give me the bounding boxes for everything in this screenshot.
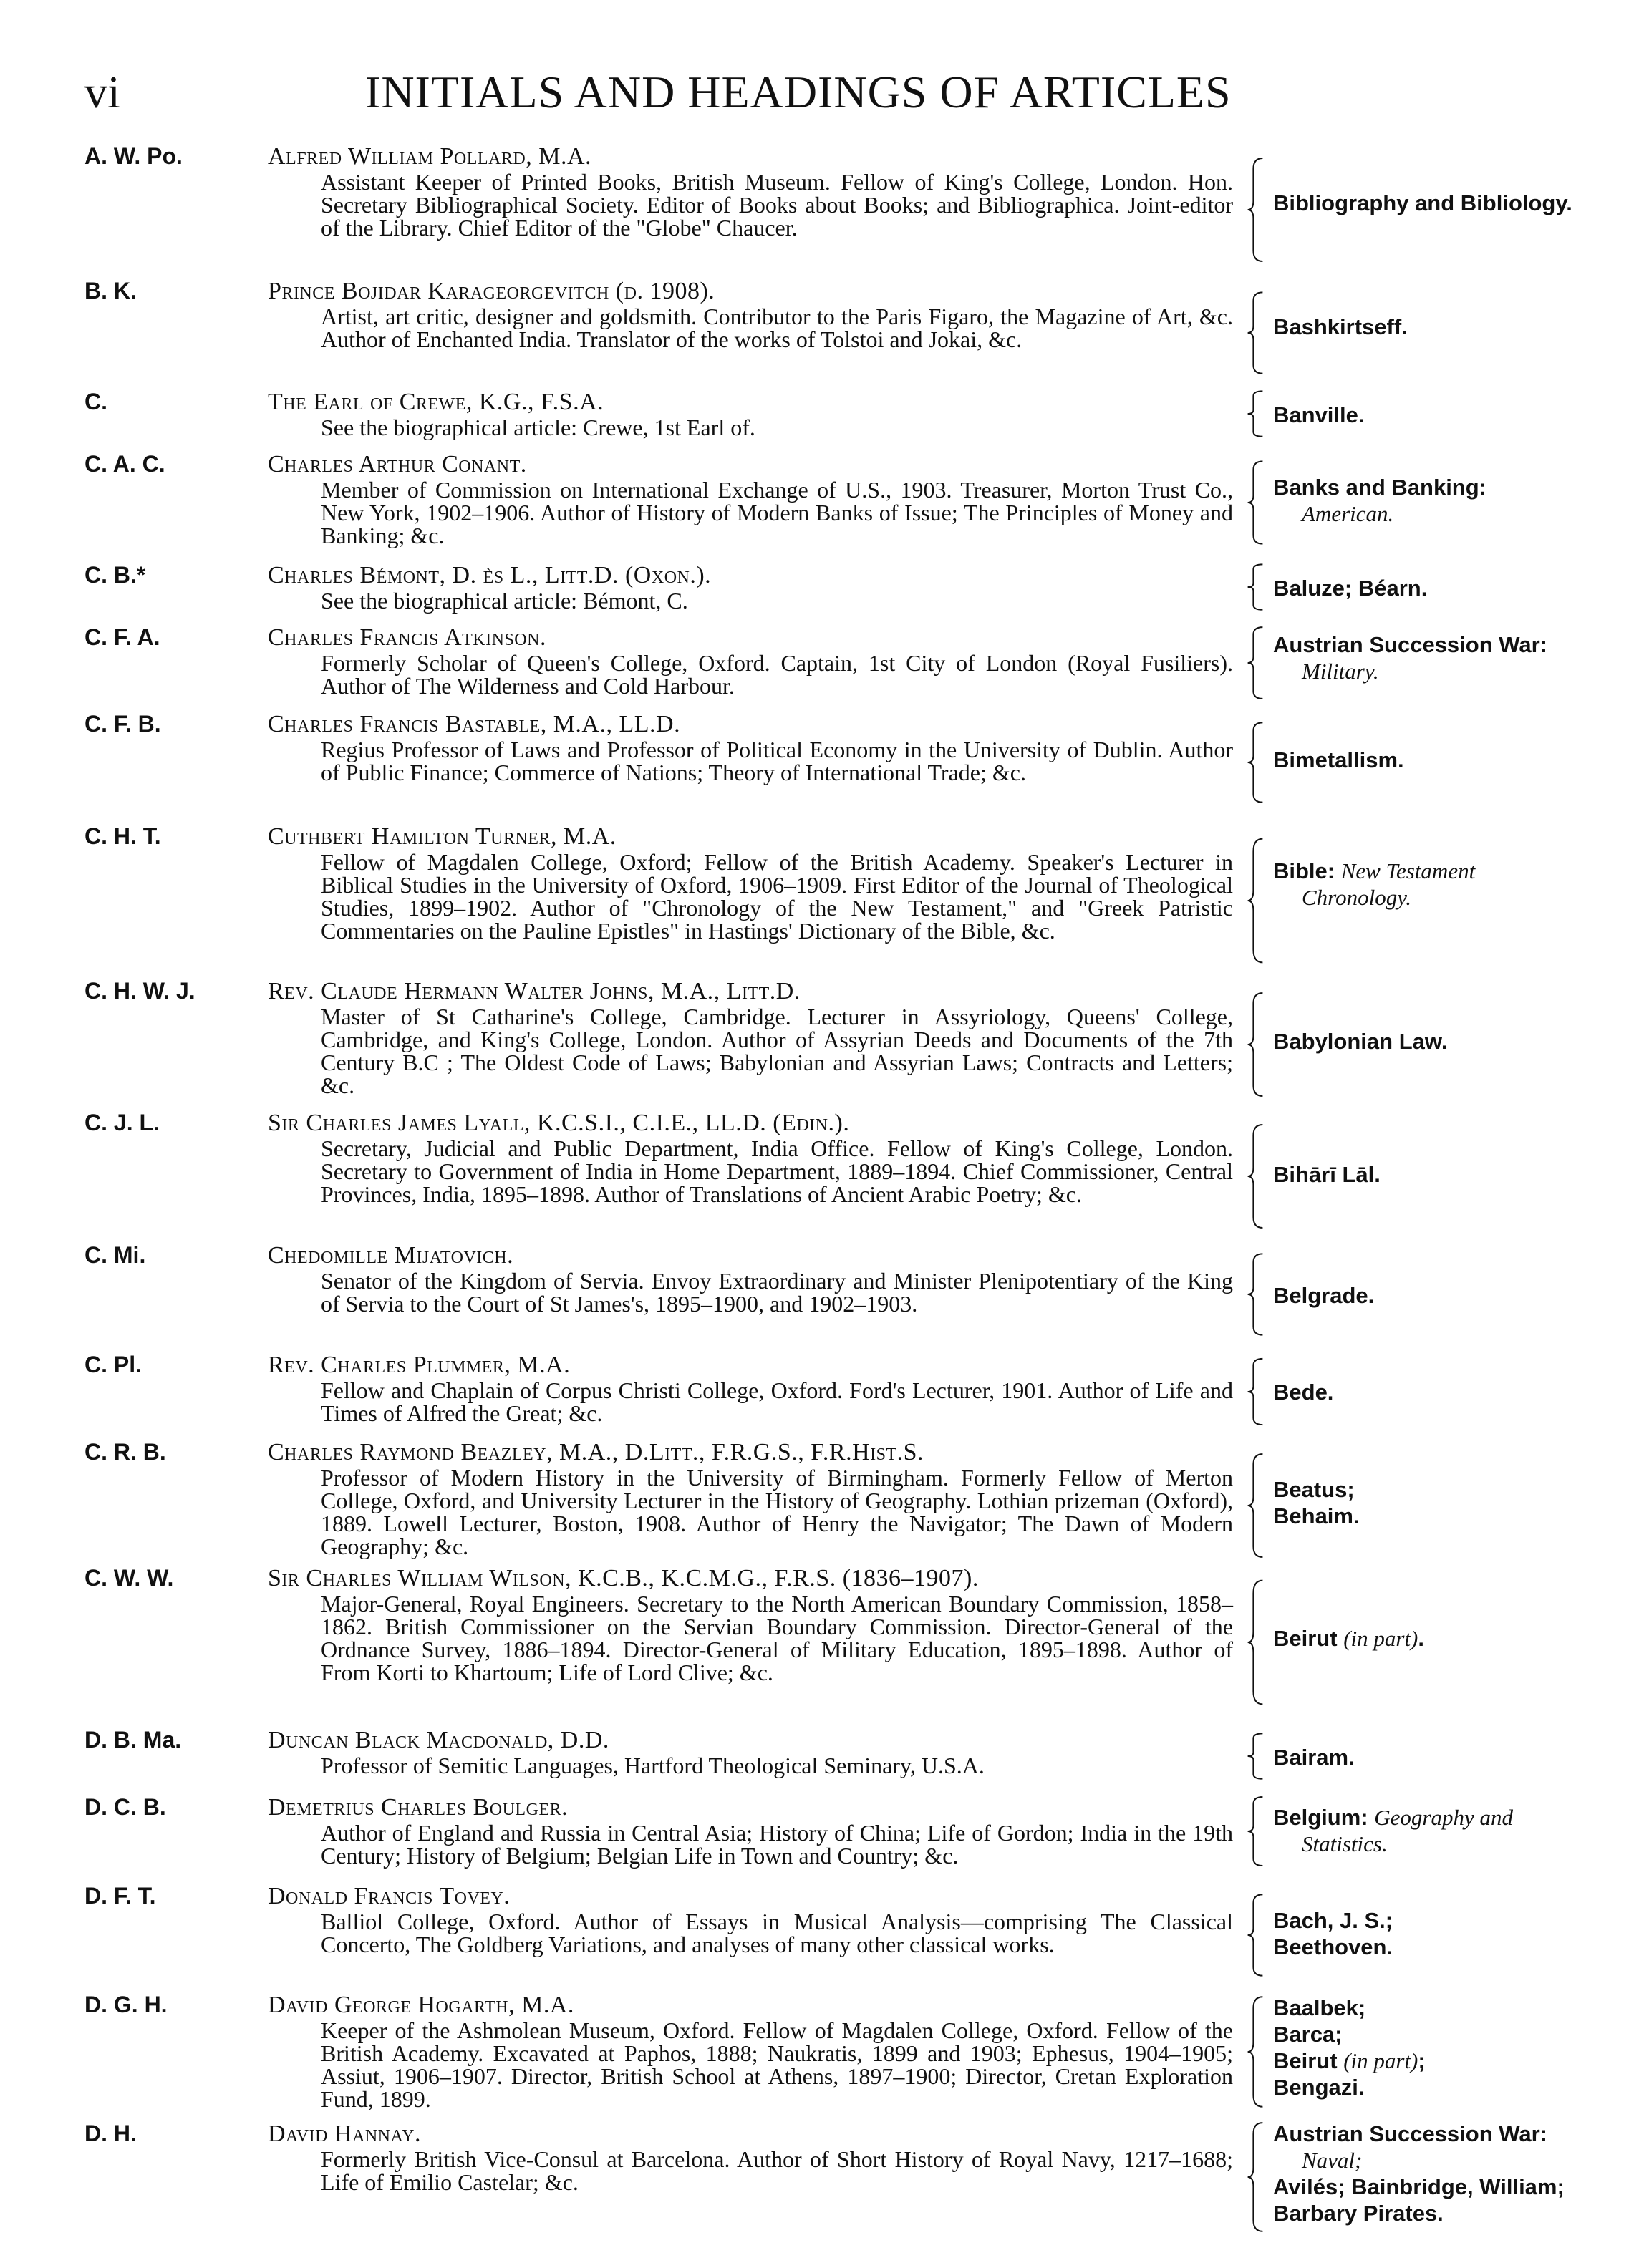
contributor-description: Senator of the Kingdom of Servia. Envoy Extraordinary and Minister Plenipotentiary of the King of Servia to the Court of St James's, 1895–1900, and 1902–1903. (321, 1268, 1233, 1317)
contributor-entry (0, 143, 1639, 265)
heading-line: Austrian Succession War: (1273, 2121, 1548, 2146)
contributor-entry (0, 1794, 1639, 1873)
contributor-description: Major-General, Royal Engineers. Secretary to the North American Boundary Commission, 1858–1862. British Commissioner on the Servian Boundary Commission. Director-General of the Ordnance Survey, 1886–1894. Director-General of Military Education, 1895–1898. Author of From Korti to Khartoum; Life of Lord Clive; &c. (321, 1591, 1233, 1685)
heading-line: Naval; (1302, 2148, 1363, 2173)
contributor-description: Balliol College, Oxford. Author of Essays in Musical Analysis—comprising The Classical Concerto, The Goldberg Variations, and analyses of many other classical works. (321, 1909, 1233, 1957)
brace-icon (1246, 1252, 1265, 1337)
contributor-entry (0, 1110, 1639, 1231)
contributor-name: Chedomille Mijatovich. (268, 1242, 514, 1269)
heading-line: Banks and Banking: (1273, 475, 1486, 500)
heading-line: Military. (1302, 659, 1379, 684)
heading-line: American. (1302, 501, 1394, 526)
contributor-name: Cuthbert Hamilton Turner, M.A. (268, 823, 617, 850)
brace-icon (1246, 460, 1265, 546)
heading-line: Bihārī Lāl. (1273, 1162, 1381, 1187)
brace-icon (1246, 390, 1265, 437)
contributor-description: Secretary, Judicial and Public Department, India Office. Fellow of King's College, London. Secretary to Government of India in Home Department, 1889–1894. Chief Commissioner, Central Provinces, India, 1895–1898. Author of Translations of Ancient Arabic Poetry; &c. (321, 1135, 1233, 1207)
contributor-entry (0, 389, 1639, 439)
contributor-name: Rev. Claude Hermann Walter Johns, M.A., Litt.D. (268, 978, 801, 1004)
article-heading (1273, 190, 1572, 216)
entry-initials: C. Pl. (84, 1352, 142, 1377)
heading-line: Belgium: Geography and (1273, 1805, 1513, 1830)
contributor-description: Formerly British Vice-Consul at Barcelona. Author of Short History of Royal Navy, 1217–1688; Life of Emilio Castelar; &c. (321, 2146, 1233, 2195)
brace-icon (1246, 1123, 1265, 1230)
article-heading (1273, 1476, 1360, 1529)
article-heading (1273, 1744, 1355, 1770)
contributor-description: Professor of Modern History in the University of Birmingham. Formerly Fellow of Merton College, Oxford, and University Lecturer in the History of Geography. Lothian prizeman (Oxford), 1889. Lowell Lecturer, Boston, 1908. Author of Henry the Navigator; The Dawn of Modern Geography; &c. (321, 1465, 1233, 1559)
contributor-name: David Hannay. (268, 2121, 421, 2147)
contributor-entry (0, 624, 1639, 703)
brace-icon (1246, 156, 1265, 263)
article-heading (1273, 1028, 1447, 1055)
page-number: vi (84, 67, 120, 117)
contributor-name: Demetrius Charles Boulger. (268, 1794, 569, 1821)
entry-initials: C. Mi. (84, 1242, 146, 1268)
contributor-name: Charles Bémont, D. ès L., Litt.D. (Oxon.). (268, 562, 712, 588)
contributor-entry (0, 278, 1639, 378)
contributor-name: David George Hogarth, M.A. (268, 1992, 574, 2018)
article-heading (1273, 747, 1404, 773)
contributor-entry (0, 1242, 1639, 1342)
heading-line: Behaim. (1273, 1503, 1360, 1528)
entry-initials: C. W. W. (84, 1565, 174, 1591)
article-heading (1273, 1161, 1381, 1188)
contributor-name: Charles Arthur Conant. (268, 451, 527, 478)
brace-icon (1246, 1796, 1265, 1867)
heading-line: Babylonian Law. (1273, 1029, 1448, 1054)
contributor-description: Regius Professor of Laws and Professor of Political Economy in the University of Dublin. Author of Public Finance; Commerce of Nations; Theory of International Trade; &c. (321, 737, 1233, 785)
page-title: INITIALS AND HEADINGS OF ARTICLES (365, 67, 1232, 117)
heading-line: Avilés; Bainbridge, William; (1273, 2174, 1565, 2199)
entry-initials: A. W. Po. (84, 143, 183, 169)
brace-icon (1246, 1452, 1265, 1559)
brace-icon (1246, 1893, 1265, 1977)
article-heading (1273, 1379, 1333, 1405)
entry-initials: D. C. B. (84, 1794, 166, 1820)
brace-icon (1246, 721, 1265, 804)
contributor-entry (0, 1727, 1639, 1784)
heading-line: Bible: New Testament (1273, 858, 1476, 883)
entry-initials: D. G. H. (84, 1992, 168, 2017)
brace-icon (1246, 1357, 1265, 1426)
heading-line: Bede. (1273, 1380, 1334, 1405)
entry-initials: C. F. A. (84, 624, 160, 650)
contributor-name: Donald Francis Tovey. (268, 1883, 511, 1909)
heading-line: Bashkirtseff. (1273, 314, 1408, 339)
article-heading (1273, 858, 1475, 911)
contributor-entry (0, 978, 1639, 1100)
contributor-description: Author of England and Russia in Central Asia; History of China; Life of Gordon; India in the 19th Century; History of Belgium; Belgian Life in Town and Country; &c. (321, 1820, 1233, 1869)
brace-icon (1246, 563, 1265, 611)
entry-initials: C. J. L. (84, 1110, 160, 1135)
contributor-entry (0, 1883, 1639, 1983)
contributor-name: Charles Francis Atkinson. (268, 624, 546, 651)
brace-icon (1246, 2121, 1265, 2234)
heading-line: Chronology. (1302, 885, 1412, 910)
contributor-description: Member of Commission on International Exchange of U.S., 1903. Treasurer, Morton Trust Co., New York, 1902–1906. Author of History of Modern Banks of Issue; The Principles of Money and Banking; &c. (321, 477, 1233, 548)
contributor-description: Artist, art critic, designer and goldsmith. Contributor to the Paris Figaro, the Magazine of Art, &c. Author of Enchanted India. Translator of the works of Tolstoi and Jokai, &c. (321, 304, 1233, 352)
entry-initials: C. B.* (84, 562, 146, 588)
contributor-name: Rev. Charles Plummer, M.A. (268, 1352, 571, 1378)
heading-line: Bimetallism. (1273, 747, 1404, 772)
entry-initials: C. H. W. J. (84, 978, 195, 1004)
contributor-description: Keeper of the Ashmolean Museum, Oxford. Fellow of Magdalen College, Oxford. Fellow of the British Academy. Excavated at Paphos, 1888; Naukratis, 1899 and 1903; Ephesus, 1904–1905; Assiut, 1906–1907. Director, British School at Athens, 1897–1900; Director, Cretan Exploration Fund, 1899. (321, 2017, 1233, 2112)
heading-line: Beatus; (1273, 1477, 1355, 1502)
brace-icon (1246, 291, 1265, 375)
article-heading (1273, 2121, 1565, 2226)
article-heading (1273, 575, 1427, 601)
contributor-description: Professor of Semitic Languages, Hartford Theological Seminary, U.S.A. (321, 1753, 985, 1778)
entry-initials: C. F. B. (84, 711, 161, 737)
article-heading (1273, 314, 1408, 340)
brace-icon (1246, 626, 1265, 700)
entry-initials: C. A. C. (84, 451, 165, 477)
contributor-description: Master of St Catharine's College, Cambridge. Lecturer in Assyriology, Queens' College, Cambridge, and King's College, London. Author of Assyrian Deeds and Documents of the 7th Century B.C ; The Oldest Code of Laws; Babylonian and Assyrian Laws; Contracts and Letters; &c. (321, 1004, 1233, 1098)
heading-line: Barbary Pirates. (1273, 2201, 1444, 2226)
heading-line: Bibliography and Bibliology. (1273, 190, 1572, 215)
contributor-name: Alfred William Pollard, M.A. (268, 143, 592, 170)
heading-line: Beirut (in part). (1273, 1626, 1424, 1651)
entry-initials: D. F. T. (84, 1883, 156, 1909)
article-heading (1273, 1907, 1393, 1960)
entry-initials: D. H. (84, 2121, 137, 2146)
contributor-description: Fellow of Magdalen College, Oxford; Fellow of the British Academy. Speaker's Lecturer in Biblical Studies in the University of Oxford, 1906–1909. First Editor of the Journal of Theological Studies, 1899–1902. Author of "Chronology of the New Testament," and "Greek Patristic Commentaries on the Pauline Epistles" in Hastings' Dictionary of the Bible, &c. (321, 849, 1233, 944)
entry-initials: B. K. (84, 278, 137, 304)
contributor-description: Assistant Keeper of Printed Books, British Museum. Fellow of King's College, London. Hon. Secretary Bibliographical Society. Editor of Books about Books; and Bibliographica. Joint-editor of the Library. Chief Editor of the "Globe" Chaucer. (321, 169, 1233, 241)
heading-line: Bengazi. (1273, 2075, 1365, 2100)
heading-line: Austrian Succession War: (1273, 632, 1548, 657)
contributor-name: Prince Bojidar Karageorgevitch (d. 1908). (268, 278, 715, 304)
heading-line: Barca; (1273, 2022, 1343, 2047)
contributor-entry (0, 1992, 1639, 2113)
contributor-description: Formerly Scholar of Queen's College, Oxford. Captain, 1st City of London (Royal Fusiliers). Author of The Wilderness and Cold Harbour. (321, 650, 1233, 699)
contributor-name: Duncan Black Macdonald, D.D. (268, 1727, 609, 1753)
brace-icon (1246, 991, 1265, 1098)
article-heading (1273, 1282, 1374, 1309)
contributor-name: Charles Francis Bastable, M.A., LL.D. (268, 711, 681, 737)
heading-line: Beethoven. (1273, 1934, 1393, 1959)
contributor-name: Charles Raymond Beazley, M.A., D.Litt., F.R.G.S., F.R.Hist.S. (268, 1439, 924, 1465)
heading-line: Bairam. (1273, 1745, 1355, 1770)
contributor-entry (0, 562, 1639, 612)
article-heading (1273, 474, 1486, 527)
entry-initials: D. B. Ma. (84, 1727, 182, 1753)
entry-initials: C. (84, 389, 107, 415)
article-heading (1273, 1995, 1426, 2100)
contributor-name: The Earl of Crewe, K.G., F.S.A. (268, 389, 604, 415)
entry-initials: C. R. B. (84, 1439, 166, 1465)
contributor-name: Sir Charles William Wilson, K.C.B., K.C.M.G., F.R.S. (1836–1907). (268, 1565, 979, 1591)
contributor-description: See the biographical article: Crewe, 1st Earl of. (321, 415, 755, 440)
contributor-description: See the biographical article: Bémont, C. (321, 588, 688, 614)
contributor-entry (0, 451, 1639, 551)
heading-line: Statistics. (1302, 1831, 1388, 1856)
heading-line: Baalbek; (1273, 1995, 1366, 2020)
article-heading (1273, 631, 1547, 684)
contributor-entry (0, 823, 1639, 966)
contributor-entry (0, 2121, 1639, 2264)
article-heading (1273, 402, 1365, 428)
contributor-description: Fellow and Chaplain of Corpus Christi College, Oxford. Ford's Lecturer, 1901. Author of Life and Times of Alfred the Great; &c. (321, 1377, 1233, 1426)
brace-icon (1246, 836, 1265, 965)
heading-line: Banville. (1273, 402, 1365, 427)
article-heading (1273, 1804, 1513, 1857)
contributor-entry (0, 1352, 1639, 1430)
article-heading (1273, 1625, 1424, 1652)
heading-line: Belgrade. (1273, 1283, 1375, 1308)
contributor-entry (0, 1565, 1639, 1708)
heading-line: Bach, J. S.; (1273, 1908, 1393, 1933)
contributor-entry (0, 1439, 1639, 1561)
entry-initials: C. H. T. (84, 823, 161, 849)
heading-line: Baluze; Béarn. (1273, 576, 1428, 601)
contributor-name: Sir Charles James Lyall, K.C.S.I., C.I.E., LL.D. (Edin.). (268, 1110, 850, 1136)
brace-icon (1246, 1578, 1265, 1707)
heading-line: Beirut (in part); (1273, 2048, 1426, 2073)
brace-icon (1246, 1732, 1265, 1780)
contributor-entry (0, 711, 1639, 811)
brace-icon (1246, 1995, 1265, 2109)
